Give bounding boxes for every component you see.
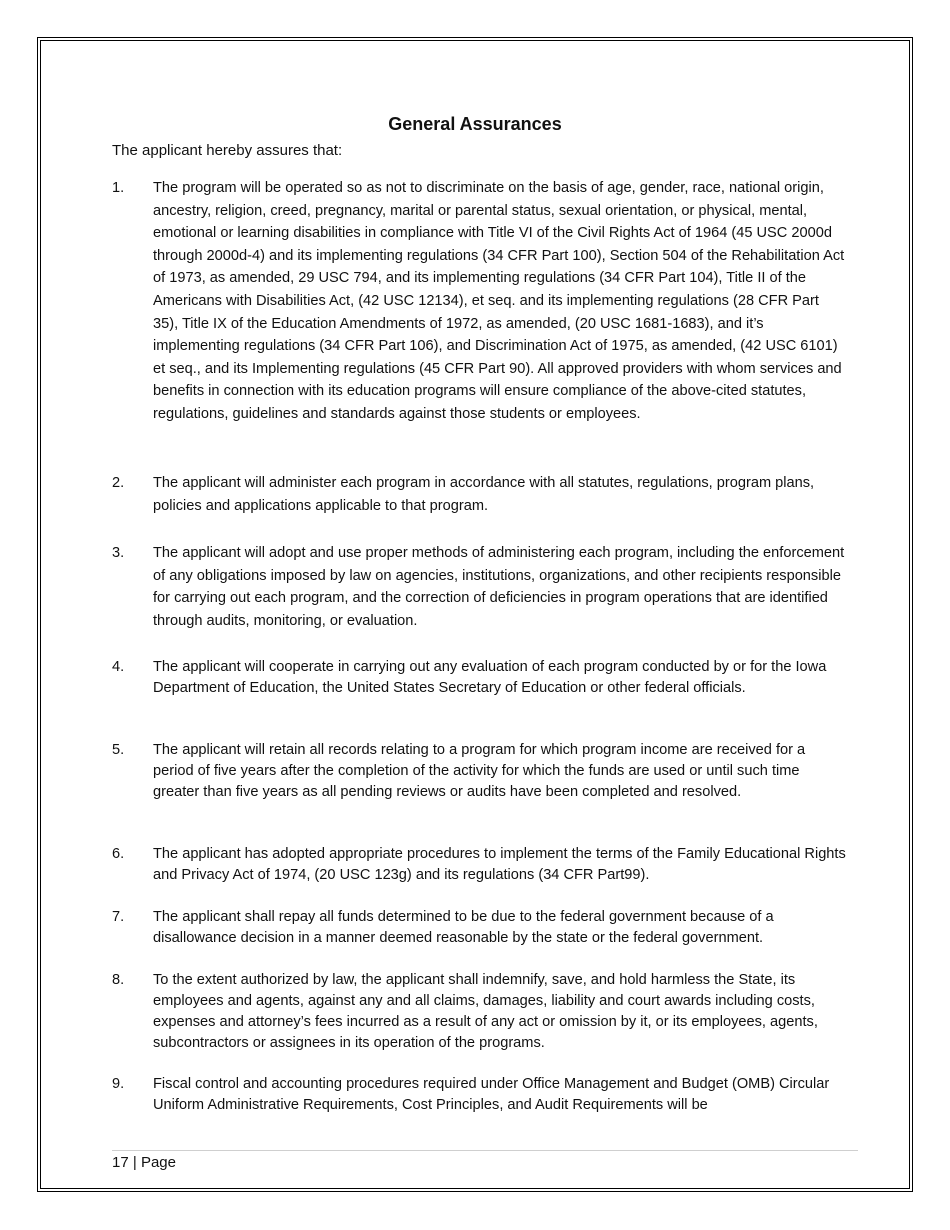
list-item-number: 5. <box>112 742 125 758</box>
list-item <box>112 472 847 517</box>
list-item-text: The applicant has adopted appropriate procedures to implement the terms of the Family Educational Rights and Privacy Act of 1974, (20 USC 123g) and its regulations (34 CFR Part99). <box>153 846 846 883</box>
list-item <box>112 542 847 632</box>
list-item <box>112 907 847 949</box>
list-item <box>112 740 847 803</box>
list-item-number: 4. <box>112 659 125 675</box>
footer-divider <box>112 1150 858 1151</box>
list-item-number: 7. <box>112 909 125 925</box>
list-item-number: 1. <box>112 180 125 196</box>
list-item-text: The applicant will retain all records relating to a program for which program income are received for a period of five years after the completion of the activity for which the funds are used or until such time greater than five years as all pending reviews or audits have been completed and resolved. <box>153 742 806 800</box>
list-item-number: 6. <box>112 846 125 862</box>
list-item-text: The applicant will administer each program in accordance with all statutes, regulations, program plans, policies and applications applicable to that program. <box>153 475 815 514</box>
list-item-text: The applicant will adopt and use proper methods of administering each program, including the enforcement of any obligations imposed by law on agencies, institutions, organizations, and other recipients responsible for carrying out each program, and the correction of deficiencies in program operations that are identified through audits, monitoring, or evaluation. <box>153 545 845 629</box>
list-item-text: The program will be operated so as not to discriminate on the basis of age, gender, race, national origin, ancestry, religion, creed, pregnancy, marital or parental status, sexual orientation, or physical, mental, emotional or learning disabilities in compliance with Title VI of the Civil Rights Act of 1964 (45 USC 2000d through 2000d-4) and its implementing regulations (34 CFR Part 100), Section 504 of the Rehabilitation Act of 1973, as amended, 29 USC 794, and its implementing regulations (34 CFR Part 104), Title II of the Americans with Disabilities Act, (42 USC 12134), et seq. and its implementing regulations (28 CFR Part 35), Title IX of the Education Amendments of 1972, as amended, (20 USC 1681-1683), and it’s implementing regulations (34 CFR Part 106), and Discrimination Act of 1975, as amended, (42 USC 6101) et seq., and its Implementing regulations (45 CFR Part 90). All approved providers with whom services and benefits in connection with its education programs will ensure compliance of the above-cited statutes, regulations, guidelines and standards against those students or employees. <box>153 180 845 422</box>
list-item-text: The applicant will cooperate in carrying out any evaluation of each program conducted by or for the Iowa Department of Education, the United States Secretary of Education or other federal officials. <box>153 659 827 696</box>
list-item-number: 3. <box>112 545 125 561</box>
list-item <box>112 657 847 699</box>
list-item <box>112 970 847 1054</box>
list-item-text: The applicant shall repay all funds determined to be due to the federal government because of a disallowance decision in a manner deemed reasonable by the state or the federal government. <box>153 909 774 946</box>
page-footer <box>112 1154 176 1171</box>
list-item-text: To the extent authorized by law, the applicant shall indemnify, save, and hold harmless the State, its employees and agents, against any and all claims, damages, liability and court awards including costs, expenses and attorney’s fees incurred as a result of any act or omission by it, or its employees, agents, subcontractors or assignees in its operation of the programs. <box>153 972 818 1051</box>
list-item-number: 8. <box>112 972 125 988</box>
footer-separator: | <box>132 1154 137 1171</box>
list-item <box>112 844 847 886</box>
list-item-text: Fiscal control and accounting procedures required under Office Management and Budget (OMB) Circular Uniform Administrative Requirements, Cost Principles, and Audit Requirements will be <box>153 1076 830 1113</box>
list-item <box>112 177 847 426</box>
list-item <box>112 1074 847 1116</box>
list-item-number: 9. <box>112 1076 125 1092</box>
page-title: General Assurances <box>388 114 562 134</box>
footer-page-label: Page <box>140 1154 176 1171</box>
footer-page-number: 17 <box>112 1154 129 1171</box>
intro-text: The applicant hereby assures that: <box>112 142 343 159</box>
list-item-number: 2. <box>112 475 125 491</box>
